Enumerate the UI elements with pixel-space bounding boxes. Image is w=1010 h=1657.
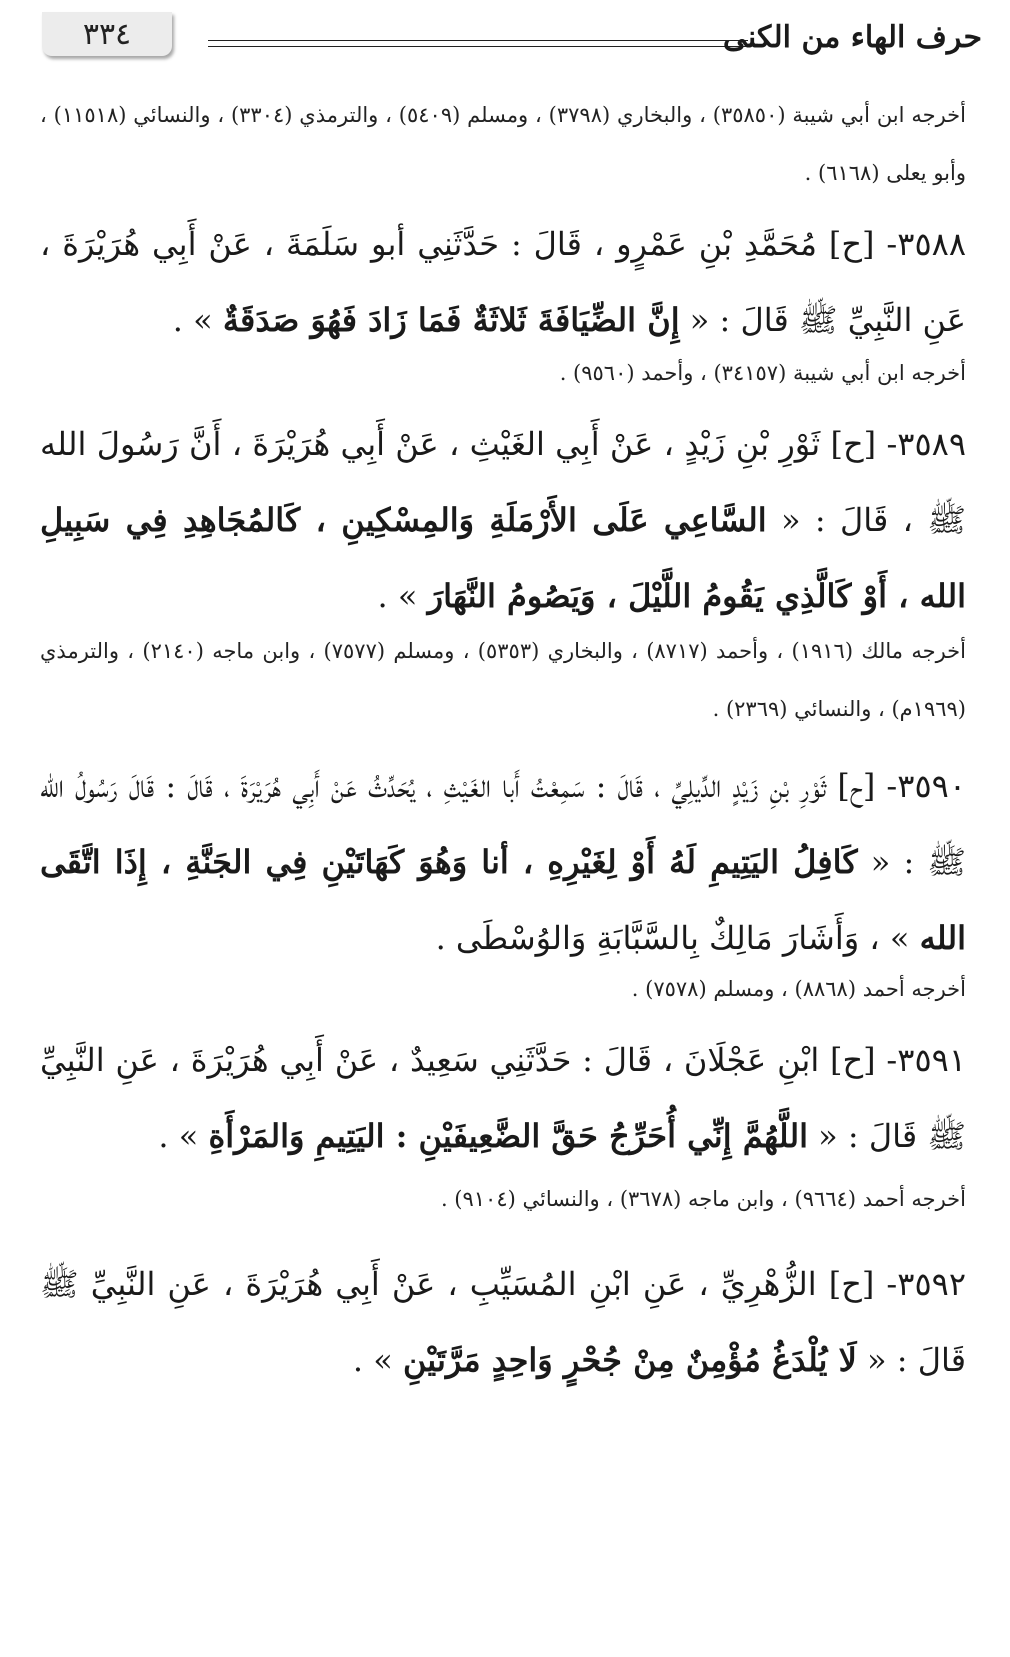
hadith-isnad: - [ح] ثَوْرِ بْنِ زَيْدٍ ، عَنْ أَبِي الغَيْثِ ، عَنْ أَبِي هُرَيْرَةَ ، أَنَّ رَسُولَ الله ﷺ ، قَالَ : « bbox=[40, 425, 967, 539]
hadith-isnad: - [ح] مُحَمَّدِ بْنِ عَمْرٍو ، قَالَ : حَدَّثَنِي أبو سَلَمَةَ ، عَنْ أَبِي هُرَيْرَةَ ، عَنِ النَّبِيِّ ﷺ قَالَ : « bbox=[40, 225, 966, 339]
page-number: ٣٣٤ bbox=[82, 16, 132, 52]
hadith-paragraph bbox=[40, 748, 966, 976]
hadith-paragraph bbox=[40, 206, 966, 358]
footnote-reference: أخرجه ابن أبي شيبة (٣٤١٥٧) ، وأحمد (٩٥٦٠) . bbox=[559, 361, 966, 385]
hadith-number: ٣٥٨٩ bbox=[897, 425, 966, 463]
hadith-tail: » . bbox=[172, 301, 223, 339]
hadith-number: ٣٥٨٨ bbox=[897, 225, 966, 263]
hadith-number: ٣٥٩١ bbox=[897, 1041, 966, 1079]
footnote-reference: أخرجه مالك (١٩١٦) ، وأحمد (٨٧١٧) ، والبخاري (٥٣٥٣) ، ومسلم (٧٥٧٧) ، وابن ماجه (٢١٤٠) ، والترمذي (١٩٦٩م) ، والنسائي (٢٣٦٩) . bbox=[40, 639, 966, 721]
header-rule bbox=[208, 46, 748, 47]
hadith-number: ٣٥٩٢ bbox=[897, 1265, 966, 1303]
hadith-matn: كَافِلُ اليَتِيمِ لَهُ أَوْ لِغَيْرِهِ ، أنا وَهُوَ كَهَاتَيْنِ فِي الجَنَّةِ ، إِذَا اتَّقَى الله bbox=[40, 843, 966, 957]
page-number-tab bbox=[42, 12, 172, 56]
footnote-reference: أخرجه ابن أبي شيبة (٣٥٨٥٠) ، والبخاري (٣٧٩٨) ، ومسلم (٥٤٠٩) ، والترمذي (٣٣٠٤) ، والنسائي (١١٥١٨) ، وأبو يعلى (٦١٦٨) . bbox=[40, 103, 966, 185]
hadith-number: ٣٥٩٠ bbox=[897, 767, 966, 805]
hadith-tail: » ، وَأَشَارَ مَالِكٌ بِالسَّبَّابَةِ وَالوُسْطَى . bbox=[435, 919, 920, 957]
hadith-paragraph bbox=[40, 1022, 966, 1174]
hadith-paragraph bbox=[40, 406, 966, 634]
hadith-tail: » . bbox=[377, 577, 428, 615]
footnote-reference: أخرجه أحمد (٨٨٦٨) ، ومسلم (٧٥٧٨) . bbox=[631, 977, 966, 1001]
page-header bbox=[30, 12, 982, 68]
hadith-matn: لَا يُلْدَغُ مُؤْمِنٌ مِنْ جُحْرٍ وَاحِدٍ مَرَّتَيْنِ bbox=[402, 1341, 857, 1379]
header-rule bbox=[208, 40, 748, 41]
hadith-paragraph bbox=[40, 1246, 966, 1398]
footnote-reference: أخرجه أحمد (٩٦٦٤) ، وابن ماجه (٣٦٧٨) ، والنسائي (٩١٠٤) . bbox=[440, 1187, 966, 1211]
hadith-isnad: - [ح] الزُّهْرِيِّ ، عَنِ ابْنِ المُسَيِّبِ ، عَنْ أَبِي هُرَيْرَةَ ، عَنِ النَّبِيِّ ﷺ قَالَ : « bbox=[40, 1265, 966, 1379]
hadith-isnad: - [ح] ابْنِ عَجْلَانَ ، قَالَ : حَدَّثَنِي سَعِيدٌ ، عَنْ أَبِي هُرَيْرَةَ ، عَنِ النَّبِيِّ ﷺ قَالَ : « bbox=[40, 1041, 966, 1155]
hadith-matn: اللَّهُمَّ إِنِّي أُحَرِّجُ حَقَّ الضَّعِيفَيْنِ : اليَتِيمِ وَالمَرْأَةِ bbox=[208, 1117, 808, 1155]
hadith-matn: السَّاعِي عَلَى الأَرْمَلَةِ وَالمِسْكِينِ ، كَالمُجَاهِدِ فِي سَبِيلِ الله ، أَوْ كَالَّذِي يَقُومُ اللَّيْلَ ، وَيَصُومُ النَّهَارَ bbox=[40, 501, 966, 615]
hadith-tail: » . bbox=[158, 1117, 209, 1155]
hadith-matn: إِنَّ الضِّيَافَةَ ثَلاثَةٌ فَمَا زَادَ فَهُوَ صَدَقَةٌ bbox=[222, 301, 680, 339]
hadith-isnad: - [ح] ثَوْرِ بْنِ زَيْدٍ الدِّيلِيِّ ، قَالَ : سَمِعْتُ أَبا الغَيْثِ ، يُحَدِّثُ عَنْ أَبِي هُرَيْرَةَ ، قَالَ : قَالَ رَسُولُ الله ﷺ : « bbox=[40, 767, 967, 881]
hadith-tail: » . bbox=[352, 1341, 403, 1379]
running-title: حرف الهاء من الكنى bbox=[722, 20, 982, 55]
